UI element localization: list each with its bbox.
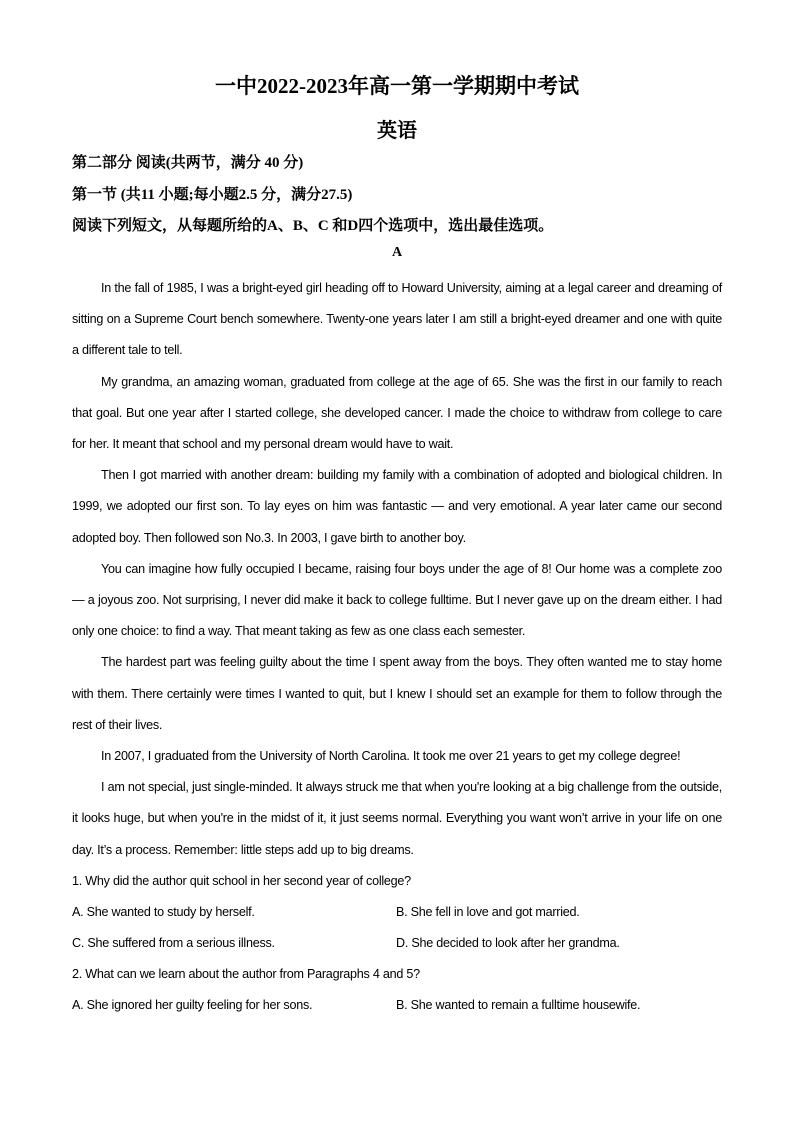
option-row [72, 897, 722, 928]
passage-paragraph: My grandma, an amazing woman, graduated from college at the age of 65. She was the first in our family to reach that goal. But one year after I started college, she developed cancer. I made the choice to withdraw from college to care for her. It meant that school and my personal dream would have to wait. [72, 374, 722, 452]
passage-paragraph: In the fall of 1985, I was a bright-eyed girl heading off to Howard University, aiming at a legal career and dreaming of sitting on a Supreme Court bench somewhere. Twenty-one years later I am still a bright-eyed dreamer and one with quite a different tale to tell. [72, 281, 722, 358]
option-row [72, 928, 722, 959]
subject-title: 英语 [377, 120, 417, 142]
reading-passage [72, 273, 722, 866]
question-stem: 1. Why did the author quit school in her second year of college? [72, 874, 411, 888]
answer-option: C. She suffered from a serious illness. [72, 936, 275, 950]
directions-text: 阅读下列短文，从每题所给的A、B、C 和D四个选项中，选出最佳选项。 [72, 218, 554, 234]
option-row [72, 990, 722, 1021]
answer-option: A. She ignored her guilty feeling for her sons. [72, 998, 313, 1012]
answer-option: A. She wanted to study by herself. [72, 905, 255, 919]
answer-option: B. She fell in love and got married. [396, 905, 580, 919]
question-list [72, 866, 722, 1021]
part-heading: 第二部分 阅读(共两节，满分 40 分) [72, 155, 304, 171]
passage-paragraph: Then I got married with another dream: building my family with a combination of adopted and biological children. In 1999, we adopted our first son. To lay eyes on him was fantastic — and very emotional. A year later came our second adopted boy. Then followed son No.3. In 2003, I gave birth to another boy. [72, 468, 722, 545]
section-heading: 第一节 (共11 小题;每小题2.5 分，满分27.5) [72, 187, 353, 203]
exam-title: 一中2022-2023年高一第一学期期中考试 [215, 74, 579, 98]
passage-paragraph: The hardest part was feeling guilty about the time I spent away from the boys. They often wanted me to stay home with them. There certainly were times I wanted to quit, but I knew I should set an example for them to follow through the rest of their lives. [72, 655, 722, 732]
answer-option: D. She decided to look after her grandma. [396, 936, 620, 950]
passage-paragraph: In 2007, I graduated from the University of North Carolina. It took me over 21 years to get my college degree! [101, 749, 681, 764]
passage-paragraph: You can imagine how fully occupied I became, raising four boys under the age of 8! Our home was a complete zoo — a joyous zoo. Not surprising, I never did make it back to college fulltime. But I never gave up on the dream either. I had only one choice: to find a way. That meant taking as few as one class each semester. [72, 561, 722, 639]
passage-label: A [391, 245, 403, 260]
question-stem: 2. What can we learn about the author from Paragraphs 4 and 5? [72, 967, 420, 981]
passage-paragraph: I am not special, just single-minded. It always struck me that when you're looking at a big challenge from the outside, it looks huge, but when you're in the midst of it, it just seems normal. Everything you want won’t arrive in your life on one day. It’s a process. Remember: little steps add up to big dreams. [72, 780, 722, 857]
answer-option: B. She wanted to remain a fulltime housewife. [396, 998, 641, 1012]
